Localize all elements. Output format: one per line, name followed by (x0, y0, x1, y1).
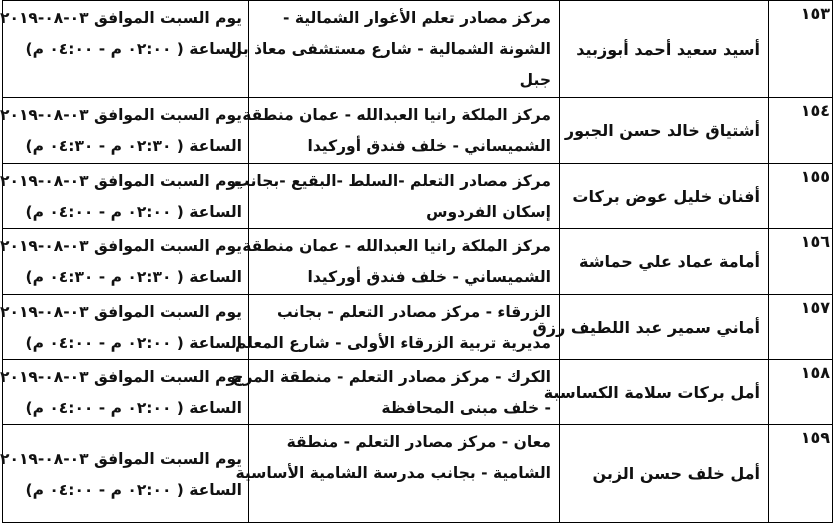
location-line: الشامية - بجانب مدرسة الشامية الأساسية (235, 464, 551, 482)
table-row (3, 1, 833, 98)
row-number: ١٥٣ (769, 1, 833, 98)
location-line: مركز الملكة رانيا العبدالله - عمان منطقة (242, 106, 551, 124)
location-cell (234, 164, 560, 229)
location-cell (235, 425, 560, 523)
table-row (3, 164, 833, 229)
table-row (3, 360, 833, 425)
date-line: يوم السبت الموافق ٠٣-٠٨-٢٠١٩ (0, 106, 242, 124)
date-line: يوم السبت الموافق ٠٣-٠٨-٢٠١٩ (0, 237, 242, 255)
location-line: الكرك - مركز مصادر التعلم - منطقة المرج (232, 368, 551, 386)
location-line: مركز مصادر تعلم الأغوار الشمالية - (283, 9, 551, 27)
location-line: مركز الملكة رانيا العبدالله - عمان منطقة (242, 237, 551, 255)
location-line: الشونة الشمالية - شارع مستشفى معاذ بن (228, 40, 551, 58)
time-line: الساعة ( ٠٢:٠٠ م - ٠٤:٠٠ م) (25, 480, 242, 499)
time-line: الساعة ( ٠٢:٣٠ م - ٠٤:٣٠ م) (25, 268, 242, 286)
time-cell (0, 164, 249, 229)
time-cell (0, 425, 249, 523)
date-line: يوم السبت الموافق ٠٣-٠٨-٢٠١٩ (0, 303, 242, 321)
table-row (3, 229, 833, 295)
person-name: أفنان خليل عوض بركات (560, 164, 769, 229)
time-line: الساعة ( ٠٢:٠٠ م - ٠٤:٠٠ م) (25, 203, 242, 221)
time-cell (0, 360, 249, 425)
time-cell (0, 295, 249, 360)
location-line: مركز مصادر التعلم -السلط -البقيع -بجانب (234, 172, 551, 190)
time-line: الساعة ( ٠٢:٠٠ م - ٠٤:٠٠ م) (25, 334, 242, 352)
location-line: مديرية تربية الزرقاء الأولى - شارع المعلم (235, 334, 551, 352)
person-name: أمل بركات سلامة الكساسبة (560, 360, 769, 425)
row-number: ١٥٧ (769, 295, 833, 360)
location-cell (228, 1, 560, 98)
time-cell (0, 1, 249, 98)
date-line: يوم السبت الموافق ٠٣-٠٨-٢٠١٩ (0, 9, 242, 27)
row-number: ١٥٤ (769, 98, 833, 164)
time-cell (0, 98, 249, 164)
row-number: ١٥٥ (769, 164, 833, 229)
person-name: أسيد سعيد أحمد أبوزبيد (560, 1, 769, 98)
row-number: ١٥٩ (769, 425, 833, 523)
row-number: ١٥٨ (769, 360, 833, 425)
location-line: الشميساني - خلف فندق أوركيدا (307, 268, 551, 286)
person-name: أماني سمير عبد اللطيف رزق (560, 295, 769, 360)
location-line: الشميساني - خلف فندق أوركيدا (307, 137, 551, 155)
time-line: الساعة ( ٠٢:٠٠ م - ٠٤:٠٠ م) (25, 40, 242, 58)
person-name: أشتياق خالد حسن الجبور (560, 98, 769, 164)
person-name: أمامة عماد علي حماشة (560, 229, 769, 295)
row-number: ١٥٦ (769, 229, 833, 295)
time-cell (0, 229, 249, 295)
person-name: أمل خلف حسن الزبن (560, 425, 769, 523)
location-line: الزرقاء - مركز مصادر التعلم - بجانب (276, 303, 551, 321)
schedule-body (0, 1, 833, 523)
location-line: معان - مركز مصادر التعلم - منطقة (286, 433, 551, 451)
location-cell (232, 360, 560, 425)
date-line: يوم السبت الموافق ٠٣-٠٨-٢٠١٩ (0, 172, 242, 190)
time-line: الساعة ( ٠٢:٠٠ م - ٠٤:٠٠ م) (25, 399, 242, 417)
location-cell (242, 229, 560, 295)
location-cell (242, 98, 560, 164)
location-line: - خلف مبنى المحافظة (381, 399, 551, 417)
location-line: إسكان الفردوس (426, 203, 551, 221)
time-line: الساعة ( ٠٢:٣٠ م - ٠٤:٣٠ م) (25, 137, 242, 155)
table-row (3, 425, 833, 523)
schedule-table (2, 0, 833, 523)
table-row (3, 98, 833, 164)
date-line: يوم السبت الموافق ٠٣-٠٨-٢٠١٩ (0, 368, 242, 386)
date-line: يوم السبت الموافق ٠٣-٠٨-٢٠١٩ (0, 449, 242, 468)
location-cell (235, 295, 560, 360)
table-row (3, 295, 833, 360)
location-line: جبل (519, 71, 551, 89)
